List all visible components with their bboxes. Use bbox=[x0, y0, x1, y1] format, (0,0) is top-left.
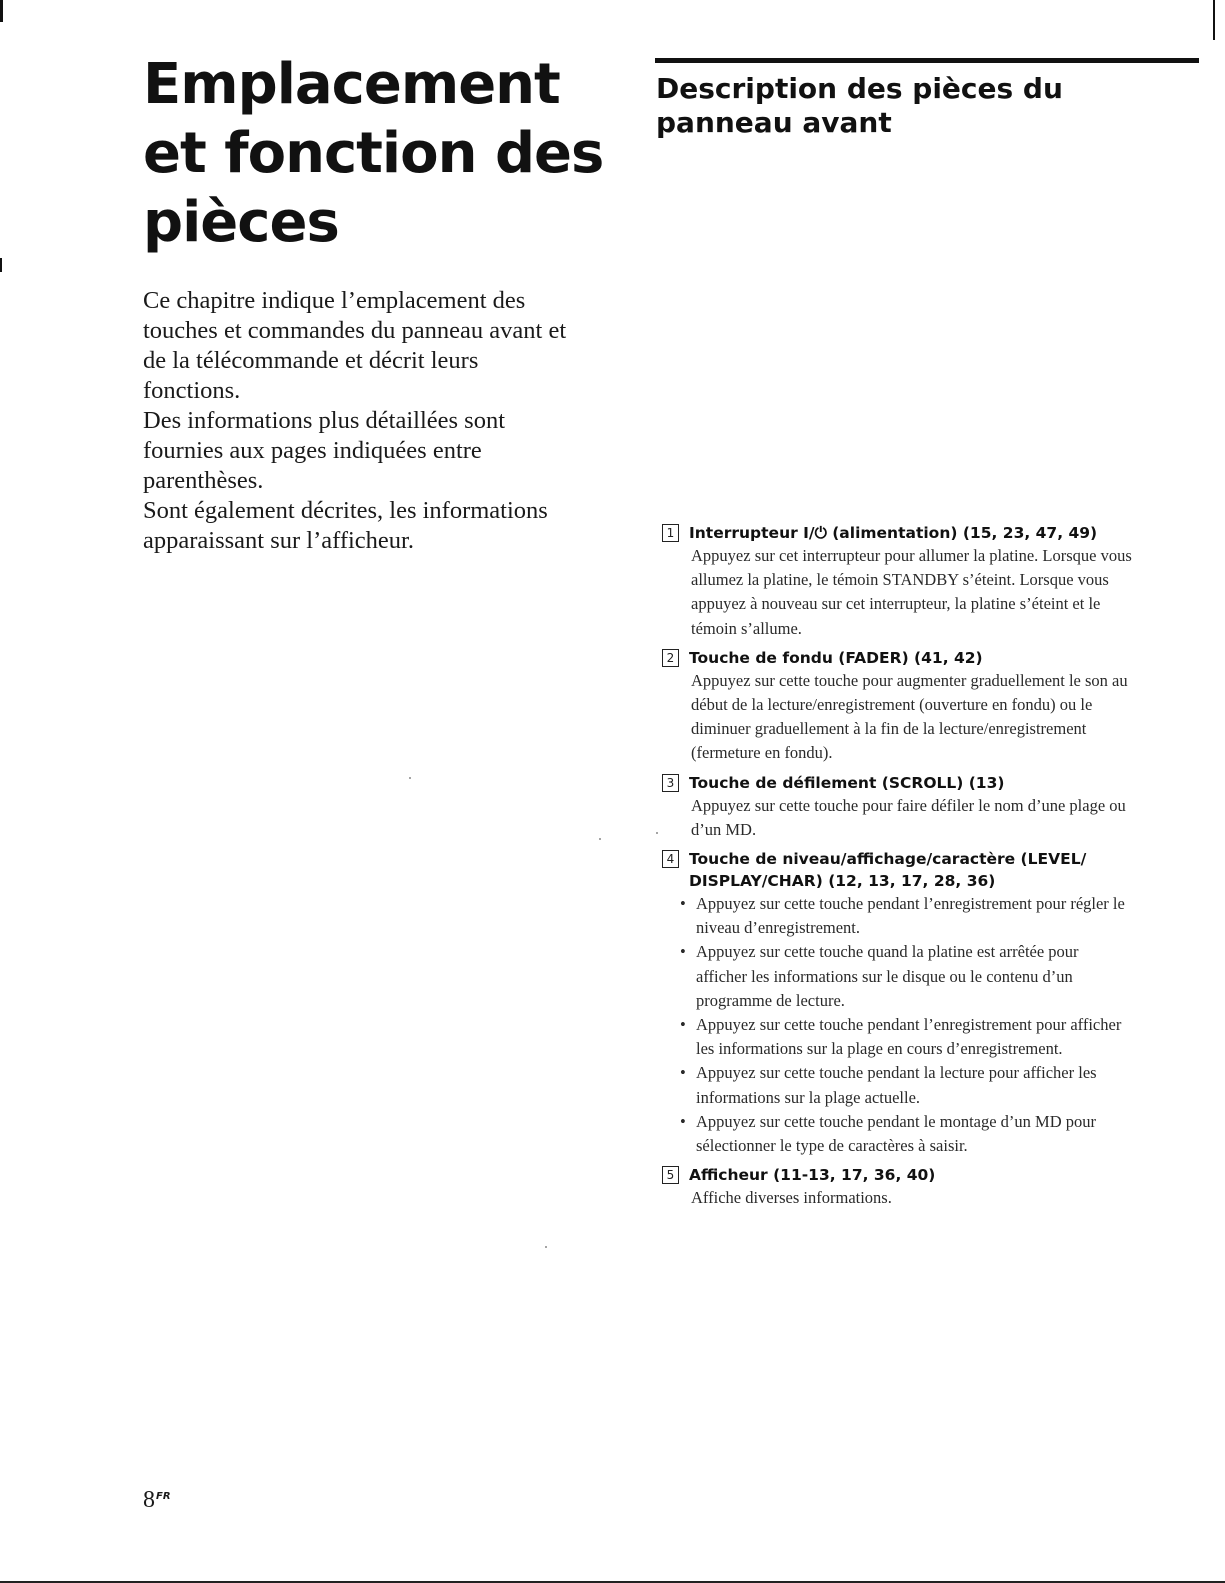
scan-speck bbox=[545, 1246, 547, 1248]
chapter-title-line: et fonction des bbox=[143, 121, 604, 186]
part-number-badge: 2 bbox=[662, 649, 679, 667]
part-item-description bbox=[691, 794, 1132, 842]
part-item-bullets bbox=[680, 892, 1132, 1158]
part-item-text: Appuyez sur cette touche pour faire défiler le nom d’une plage ou d’un MD. bbox=[691, 795, 1126, 839]
parts-list bbox=[662, 522, 1132, 1216]
part-item-title: Touche de défilement (SCROLL) (13) bbox=[689, 773, 1005, 792]
part-item-title: Afficheur (11-13, 17, 36, 40) bbox=[689, 1166, 936, 1185]
chapter-title-line: Emplacement bbox=[143, 52, 560, 117]
scan-edge-right bbox=[1213, 0, 1215, 40]
part-item-text: Appuyez sur cet interrupteur pour allumer la platine. Lorsque vous allumez la platine, le témoin STANDBY s’éteint. Lorsque vous appuyez à nouveau sur cet interrupteur, la platine s’éteint et le témoin s’allume. bbox=[691, 546, 1132, 638]
part-item-text: Appuyez sur cette touche pour augmenter graduellement le son au début de la lecture/enregistrement (ouverture en fondu) ou le diminuer graduellement à la fin de la lecture/enregistrement (fermeture en fondu). bbox=[691, 670, 1128, 763]
part-item bbox=[662, 522, 1132, 641]
bullet-item: • Appuyez sur cette touche pendant la lecture pour afficher les informations sur la plage actuelle. bbox=[680, 1061, 1132, 1109]
part-item-description bbox=[691, 669, 1132, 766]
part-item-title: Touche de niveau/affichage/caractère (LEVEL/ DISPLAY/CHAR) (12, 13, 17, 28, 36) bbox=[689, 850, 1087, 891]
part-item-title: Interrupteur I/⏻ (alimentation) (15, 23, 47, 49) bbox=[689, 524, 1098, 542]
page-number bbox=[143, 1487, 171, 1514]
page-number-value: 8 bbox=[143, 1487, 155, 1513]
chapter-title-line: pièces bbox=[143, 190, 339, 255]
intro-paragraph: Ce chapitre indique l’emplacement des touches et commandes du panneau avant et de la télécommande et décrit leurs fonctions. bbox=[143, 287, 567, 404]
chapter-title bbox=[143, 50, 604, 257]
scan-edge-left bbox=[0, 0, 3, 22]
page-number-suffix: FR bbox=[156, 1491, 171, 1502]
part-number-badge: 4 bbox=[662, 850, 679, 868]
scan-speck bbox=[599, 838, 601, 840]
part-item-text: Affiche diverses informations. bbox=[691, 1188, 892, 1208]
scan-speck bbox=[656, 832, 658, 834]
part-item-header bbox=[662, 772, 1132, 794]
part-item-header bbox=[662, 1164, 1132, 1186]
chapter-intro bbox=[143, 286, 573, 556]
intro-paragraph: Sont également décrites, les informations apparaissant sur l’afficheur. bbox=[143, 497, 548, 554]
bullet-item: • Appuyez sur cette touche pendant l’enregistrement pour régler le niveau d’enregistrement. bbox=[680, 892, 1132, 940]
bullet-item: • Appuyez sur cette touche quand la platine est arrêtée pour afficher les informations sur le disque ou le contenu d’un programme de lecture. bbox=[680, 940, 1132, 1013]
part-number-badge: 5 bbox=[662, 1166, 679, 1184]
section-title bbox=[656, 72, 1176, 140]
intro-paragraph: Des informations plus détaillées sont fournies aux pages indiquées entre parenthèses. bbox=[143, 407, 505, 494]
part-item bbox=[662, 848, 1132, 1158]
part-item bbox=[662, 647, 1132, 766]
bullet-item: • Appuyez sur cette touche pendant le montage d’un MD pour sélectionner le type de caractères à saisir. bbox=[680, 1110, 1132, 1158]
part-item-header bbox=[662, 848, 1132, 892]
part-number-badge: 3 bbox=[662, 774, 679, 792]
part-item-header bbox=[662, 647, 1132, 669]
part-item-description bbox=[691, 1186, 1132, 1210]
scan-speck bbox=[409, 777, 411, 779]
section-title-line: panneau avant bbox=[656, 106, 892, 139]
scan-edge-left-mark bbox=[0, 258, 2, 272]
part-item bbox=[662, 1164, 1132, 1210]
section-rule bbox=[655, 58, 1199, 63]
part-number-badge: 1 bbox=[662, 524, 679, 542]
section-title-line: Description des pièces du bbox=[656, 72, 1063, 105]
part-item-header bbox=[662, 522, 1132, 544]
part-item-title: Touche de fondu (FADER) (41, 42) bbox=[689, 648, 983, 667]
part-item-description bbox=[691, 544, 1132, 641]
bullet-item: • Appuyez sur cette touche pendant l’enregistrement pour afficher les informations sur la plage en cours d’enregistrement. bbox=[680, 1013, 1132, 1061]
part-item bbox=[662, 772, 1132, 842]
